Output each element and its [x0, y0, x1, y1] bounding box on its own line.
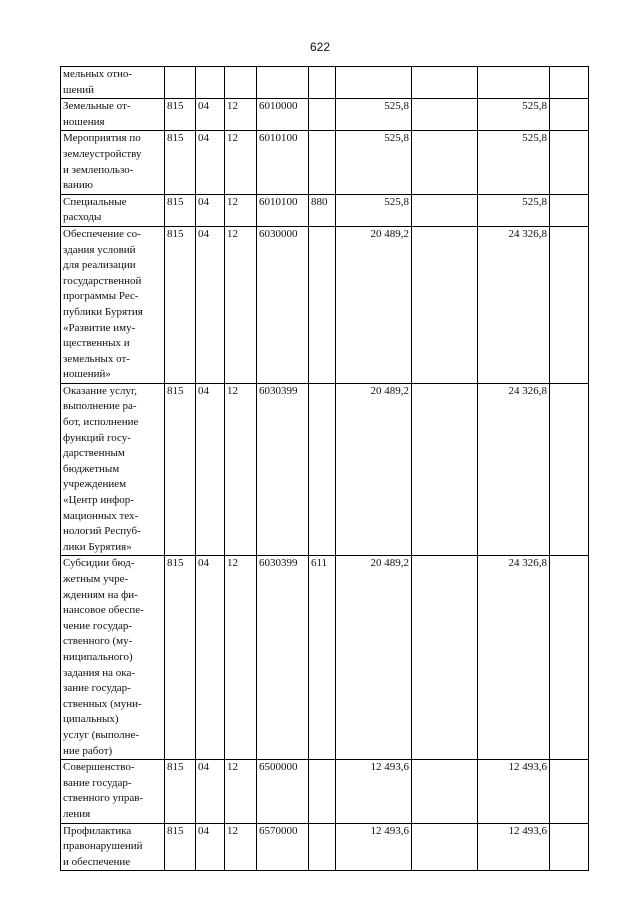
- cell-empty: [412, 823, 478, 871]
- cell-empty: [412, 131, 478, 194]
- cell-section: 04: [196, 383, 225, 556]
- cell-admin-code: 815: [165, 556, 196, 760]
- cell-empty: [412, 67, 478, 99]
- cell-section: 04: [196, 823, 225, 871]
- cell-expense-type: [309, 760, 336, 823]
- table-row: [61, 131, 589, 194]
- cell-amount-2: 24 326,8: [478, 226, 550, 383]
- cell-section: [196, 67, 225, 99]
- cell-name: Специальные расходы: [61, 194, 165, 226]
- cell-empty: [412, 556, 478, 760]
- page-number: 622: [309, 40, 331, 54]
- cell-empty: [550, 383, 589, 556]
- cell-amount-1: 20 489,2: [336, 556, 412, 760]
- cell-expense-type: [309, 99, 336, 131]
- cell-empty: [550, 194, 589, 226]
- cell-subsection: 12: [225, 226, 257, 383]
- cell-amount-2: 12 493,6: [478, 760, 550, 823]
- cell-empty: [550, 556, 589, 760]
- table-row: [61, 556, 589, 760]
- cell-name: Профилактика правонарушений и обеспечение: [61, 823, 165, 871]
- cell-amount-1: 20 489,2: [336, 383, 412, 556]
- cell-target-article: 6030000: [257, 226, 309, 383]
- cell-subsection: 12: [225, 823, 257, 871]
- cell-target-article: 6030399: [257, 383, 309, 556]
- cell-expense-type: [309, 226, 336, 383]
- cell-empty: [412, 226, 478, 383]
- cell-admin-code: 815: [165, 823, 196, 871]
- cell-amount-1: [336, 67, 412, 99]
- table-row: [61, 383, 589, 556]
- cell-admin-code: 815: [165, 194, 196, 226]
- cell-amount-2: 525,8: [478, 194, 550, 226]
- cell-name: Совершенство- вание государ- ственного управ- ления: [61, 760, 165, 823]
- cell-target-article: 6010100: [257, 194, 309, 226]
- cell-amount-1: 525,8: [336, 131, 412, 194]
- table-row: [61, 194, 589, 226]
- cell-expense-type: [309, 383, 336, 556]
- cell-admin-code: 815: [165, 226, 196, 383]
- cell-empty: [550, 67, 589, 99]
- cell-empty: [412, 99, 478, 131]
- cell-expense-type: [309, 131, 336, 194]
- cell-subsection: 12: [225, 194, 257, 226]
- cell-admin-code: [165, 67, 196, 99]
- cell-empty: [550, 760, 589, 823]
- cell-amount-1: 12 493,6: [336, 760, 412, 823]
- cell-amount-1: 20 489,2: [336, 226, 412, 383]
- cell-target-article: 6500000: [257, 760, 309, 823]
- cell-amount-1: 525,8: [336, 99, 412, 131]
- table-row: [61, 226, 589, 383]
- cell-empty: [550, 823, 589, 871]
- cell-section: 04: [196, 226, 225, 383]
- cell-target-article: [257, 67, 309, 99]
- cell-name: Субсидии бюд- жетным учре- ждениям на фи- нансовое обеспе- чение государ- ственного (му- ниципального) задания на ока- зание государ- ственных (муни- ципальных) услуг (выполне- ние работ): [61, 556, 165, 760]
- cell-name: Обеспечение со- здания условий для реализации государственной программы Рес- публики Бурятия «Развитие иму- щественных и земельных от- ношений»: [61, 226, 165, 383]
- cell-amount-2: 24 326,8: [478, 556, 550, 760]
- cell-empty: [412, 194, 478, 226]
- cell-admin-code: 815: [165, 131, 196, 194]
- cell-name: Оказание услуг, выполнение ра- бот, исполнение функций госу- дарственным бюджетным учреждением «Центр инфор- мационных тех- нологий Респуб- лики Бурятия»: [61, 383, 165, 556]
- cell-subsection: 12: [225, 131, 257, 194]
- cell-amount-1: 525,8: [336, 194, 412, 226]
- cell-expense-type: 611: [309, 556, 336, 760]
- cell-subsection: 12: [225, 760, 257, 823]
- cell-section: 04: [196, 131, 225, 194]
- cell-admin-code: 815: [165, 383, 196, 556]
- cell-section: 04: [196, 99, 225, 131]
- cell-section: 04: [196, 760, 225, 823]
- cell-name: мельных отно- шений: [61, 67, 165, 99]
- cell-subsection: 12: [225, 99, 257, 131]
- cell-name: Мероприятия по землеустройству и землепользо- ванию: [61, 131, 165, 194]
- cell-subsection: 12: [225, 556, 257, 760]
- cell-section: 04: [196, 556, 225, 760]
- cell-empty: [550, 99, 589, 131]
- cell-amount-2: 12 493,6: [478, 823, 550, 871]
- cell-target-article: 6010000: [257, 99, 309, 131]
- table-row: [61, 823, 589, 871]
- cell-amount-2: 525,8: [478, 99, 550, 131]
- cell-expense-type: [309, 67, 336, 99]
- cell-target-article: 6030399: [257, 556, 309, 760]
- cell-subsection: 12: [225, 383, 257, 556]
- cell-amount-2: 24 326,8: [478, 383, 550, 556]
- budget-table: [60, 66, 589, 871]
- cell-admin-code: 815: [165, 760, 196, 823]
- table-row: [61, 760, 589, 823]
- cell-expense-type: 880: [309, 194, 336, 226]
- cell-empty: [412, 383, 478, 556]
- cell-empty: [550, 131, 589, 194]
- table-row: [61, 99, 589, 131]
- table-row: [61, 67, 589, 99]
- cell-amount-1: 12 493,6: [336, 823, 412, 871]
- cell-name: Земельные от- ношения: [61, 99, 165, 131]
- cell-amount-2: [478, 67, 550, 99]
- cell-empty: [412, 760, 478, 823]
- cell-empty: [550, 226, 589, 383]
- cell-expense-type: [309, 823, 336, 871]
- cell-admin-code: 815: [165, 99, 196, 131]
- cell-section: 04: [196, 194, 225, 226]
- cell-target-article: 6010100: [257, 131, 309, 194]
- cell-amount-2: 525,8: [478, 131, 550, 194]
- cell-target-article: 6570000: [257, 823, 309, 871]
- cell-subsection: [225, 67, 257, 99]
